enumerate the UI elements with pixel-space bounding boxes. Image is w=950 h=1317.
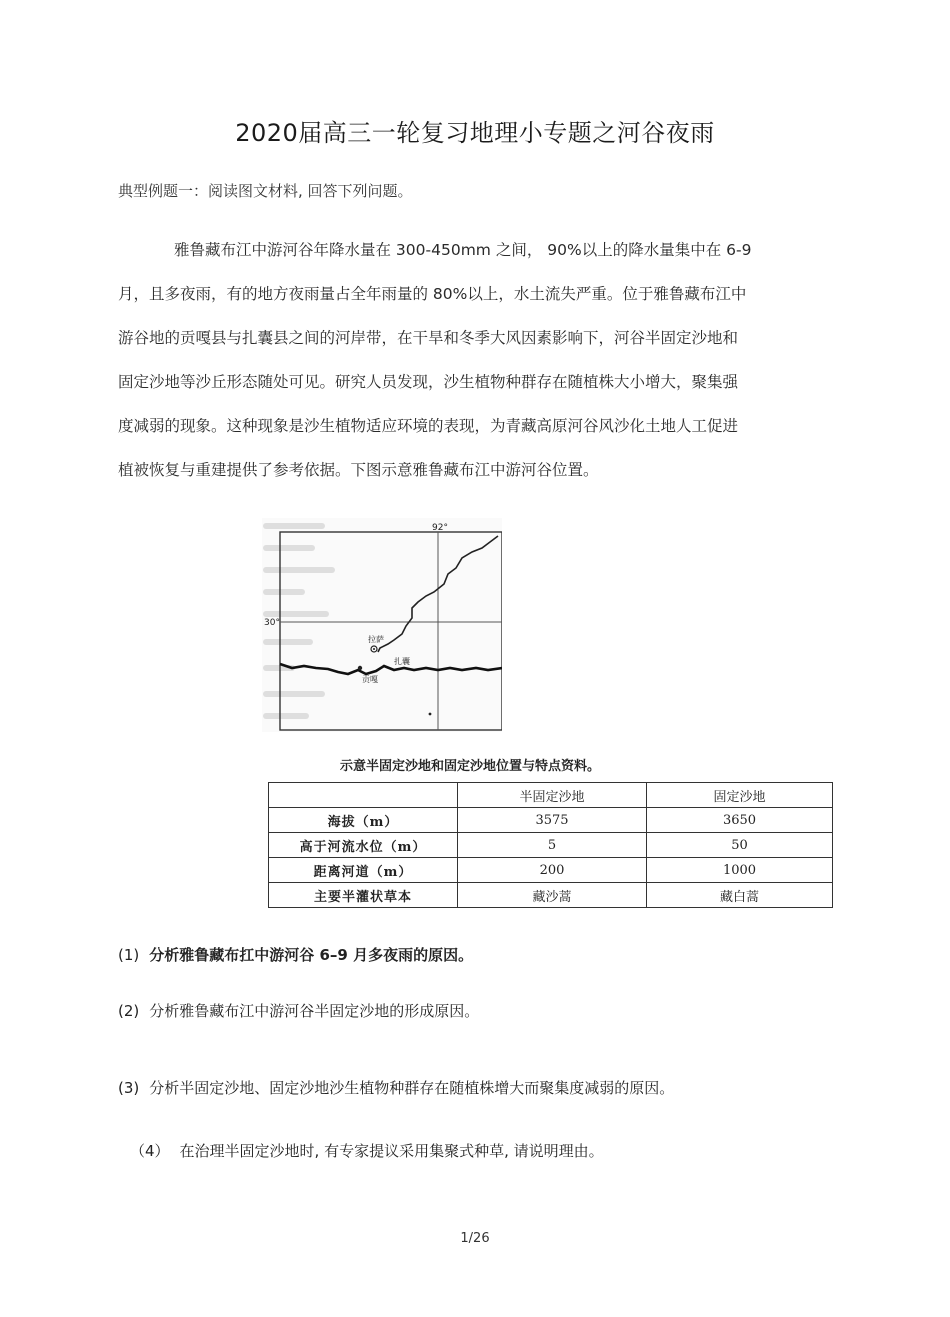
place-marker bbox=[358, 666, 362, 670]
table-header-cell: 固定沙地 bbox=[647, 783, 833, 808]
paragraph-line: 度减弱的现象。这种现象是沙生植物适应环境的表现，为青藏高原河谷风沙化土地人工促进 bbox=[118, 417, 739, 435]
page-number: 1/26 bbox=[460, 1231, 490, 1246]
table-row-label: 主要半灌状草本 bbox=[269, 883, 458, 908]
table-row bbox=[269, 808, 833, 833]
table-row bbox=[269, 833, 833, 858]
question-number: (3) bbox=[118, 1079, 140, 1097]
question-number: （4） bbox=[130, 1142, 170, 1160]
table-caption: 示意半固定沙地和固定沙地位置与特点资料。 bbox=[340, 759, 601, 774]
longitude-label: 92° bbox=[432, 523, 448, 533]
sand-land-table bbox=[268, 782, 833, 908]
place-label-zhanang: 扎囊 bbox=[394, 657, 410, 666]
table-row-label: 距离河道（m） bbox=[269, 858, 458, 883]
question-text: 分析雅鲁藏布扛中游河谷 6–9 月多夜雨的原因。 bbox=[149, 946, 474, 964]
question-4 bbox=[130, 1140, 604, 1161]
table-cell: 藏白蒿 bbox=[647, 883, 833, 908]
place-label-gongga: 贡嘎 bbox=[362, 675, 378, 684]
question-text: 在治理半固定沙地时, 有专家提议采用集聚式种草, 请说明理由。 bbox=[179, 1142, 604, 1160]
table-cell: 3575 bbox=[458, 808, 647, 833]
question-2 bbox=[118, 1000, 479, 1021]
paragraph-line: 植被恢复与重建提供了参考依据。下图示意雅鲁藏布江中游河谷位置。 bbox=[118, 461, 599, 479]
table-header-cell bbox=[269, 783, 458, 808]
table-cell: 3650 bbox=[647, 808, 833, 833]
question-text: 分析雅鲁藏布江中游河谷半固定沙地的形成原因。 bbox=[149, 1002, 480, 1020]
paragraph-line: 固定沙地等沙丘形态随处可见。研究人员发现，沙生植物种群存在随植株大小增大，聚集强 bbox=[118, 373, 739, 391]
table-cell: 1000 bbox=[647, 858, 833, 883]
example-heading: 典型例题一：阅读图文材料, 回答下列问题。 bbox=[118, 182, 413, 200]
place-marker bbox=[429, 713, 432, 716]
table-row bbox=[269, 883, 833, 908]
question-number: (1) bbox=[118, 946, 140, 964]
table-row-label: 海拔（m） bbox=[269, 808, 458, 833]
latitude-label: 30° bbox=[264, 618, 280, 628]
table-cell: 藏沙蒿 bbox=[458, 883, 647, 908]
table-cell: 5 bbox=[458, 833, 647, 858]
table-cell: 200 bbox=[458, 858, 647, 883]
table-row-label: 高于河流水位（m） bbox=[269, 833, 458, 858]
paragraph-line: 雅鲁藏布江中游河谷年降水量在 300-450mm 之间， 90%以上的降水量集中在 6-9 bbox=[174, 241, 752, 259]
table-row bbox=[269, 858, 833, 883]
page-title: 2020届高三一轮复习地理小专题之河谷夜雨 bbox=[235, 119, 715, 147]
question-1 bbox=[118, 944, 473, 965]
material-paragraph bbox=[118, 228, 840, 492]
table-header-cell: 半固定沙地 bbox=[458, 783, 647, 808]
place-marker bbox=[373, 648, 375, 650]
place-label-lasa: 拉萨 bbox=[368, 635, 384, 644]
river-valley-map bbox=[262, 518, 502, 732]
question-number: (2) bbox=[118, 1002, 140, 1020]
paragraph-line: 月，且多夜雨，有的地方夜雨量占全年雨量的 80%以上，水土流失严重。位于雅鲁藏布江中 bbox=[118, 285, 747, 303]
question-text: 分析半固定沙地、固定沙地沙生植物种群存在随植株增大而聚集度减弱的原因。 bbox=[149, 1079, 675, 1097]
paragraph-line: 游谷地的贡嘎县与扎囊县之间的河岸带，在干旱和冬季大风因素影响下，河谷半固定沙地和 bbox=[118, 329, 739, 347]
question-3 bbox=[118, 1077, 674, 1098]
table-cell: 50 bbox=[647, 833, 833, 858]
table-header-row bbox=[269, 783, 833, 808]
